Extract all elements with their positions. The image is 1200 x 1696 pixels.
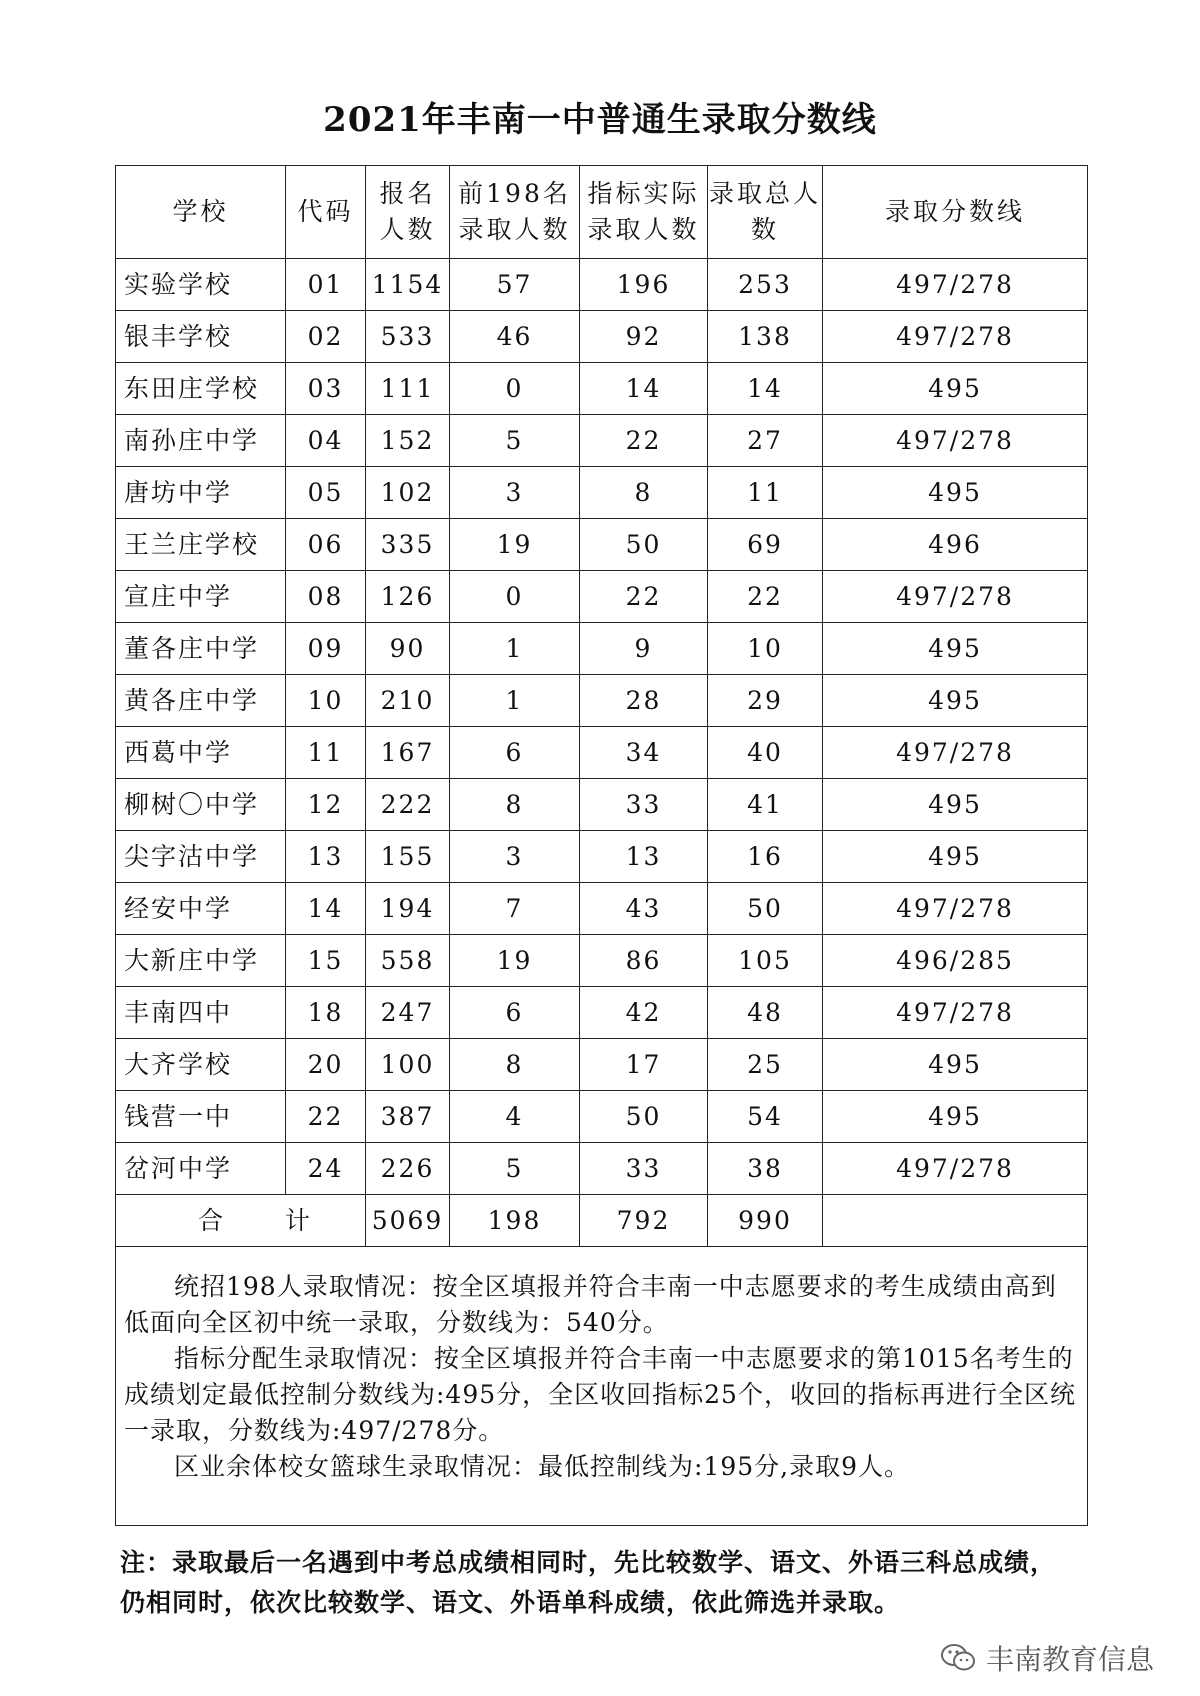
table-row — [116, 415, 1088, 467]
cell-school: 东田庄学校 — [116, 363, 286, 415]
cell-quota: 17 — [580, 1039, 708, 1091]
cell-code: 22 — [286, 1091, 366, 1143]
cell-total: 40 — [708, 727, 823, 779]
cell-school: 丰南四中 — [116, 987, 286, 1039]
cell-quota: 50 — [580, 519, 708, 571]
cell-quota: 43 — [580, 883, 708, 935]
cell-applicants: 247 — [366, 987, 450, 1039]
table-row — [116, 519, 1088, 571]
cell-total: 69 — [708, 519, 823, 571]
table-row — [116, 883, 1088, 935]
page-title: 2021年丰南一中普通生录取分数线 — [323, 100, 877, 140]
cell-school: 柳树〇中学 — [116, 779, 286, 831]
totals-label-right: 计 — [285, 1206, 311, 1235]
header-top198: 前198名录取人数 — [450, 166, 580, 259]
cell-total: 29 — [708, 675, 823, 727]
footnote: 注：录取最后一名遇到中考总成绩相同时，先比较数学、语文、外语三科总成绩，仍相同时，依次比较数学、语文、外语单科成绩，依此筛选并录取。 — [120, 1548, 1057, 1617]
cell-quota: 22 — [580, 571, 708, 623]
cell-quota: 86 — [580, 935, 708, 987]
table-row — [116, 623, 1088, 675]
totals-total: 990 — [708, 1195, 823, 1247]
table-row — [116, 311, 1088, 363]
cell-score-line: 497/278 — [823, 987, 1088, 1039]
cell-top198: 8 — [450, 1039, 580, 1091]
cell-code: 13 — [286, 831, 366, 883]
cell-quota: 33 — [580, 1143, 708, 1195]
cell-applicants: 155 — [366, 831, 450, 883]
cell-applicants: 1154 — [366, 259, 450, 311]
cell-total: 50 — [708, 883, 823, 935]
cell-quota: 50 — [580, 1091, 708, 1143]
table-row — [116, 363, 1088, 415]
table-body — [116, 259, 1088, 1195]
cell-applicants: 126 — [366, 571, 450, 623]
table-row — [116, 259, 1088, 311]
cell-school: 经安中学 — [116, 883, 286, 935]
cell-total: 41 — [708, 779, 823, 831]
note-quota-admission: 指标分配生录取情况：按全区填报并符合丰南一中志愿要求的第1015名考生的成绩划定最低控制分数线为:495分，全区收回指标25个，收回的指标再进行全区统一录取，分数线为:497/278分。 — [124, 1344, 1076, 1445]
cell-total: 22 — [708, 571, 823, 623]
cell-total: 16 — [708, 831, 823, 883]
cell-top198: 19 — [450, 935, 580, 987]
cell-code: 03 — [286, 363, 366, 415]
cell-school: 银丰学校 — [116, 311, 286, 363]
header-code: 代码 — [286, 166, 366, 259]
cell-applicants: 226 — [366, 1143, 450, 1195]
cell-applicants: 533 — [366, 311, 450, 363]
cell-school: 西葛中学 — [116, 727, 286, 779]
header-total: 录取总人数 — [708, 166, 823, 259]
cell-code: 14 — [286, 883, 366, 935]
cell-school: 大新庄中学 — [116, 935, 286, 987]
table-row — [116, 831, 1088, 883]
watermark-text: 丰南教育信息 — [986, 1643, 1155, 1676]
cell-top198: 0 — [450, 363, 580, 415]
table-row — [116, 1091, 1088, 1143]
watermark — [940, 1638, 1154, 1678]
cell-top198: 19 — [450, 519, 580, 571]
cell-top198: 5 — [450, 1143, 580, 1195]
cell-applicants: 194 — [366, 883, 450, 935]
header-quota: 指标实际录取人数 — [580, 166, 708, 259]
table-row — [116, 779, 1088, 831]
cell-score-line: 497/278 — [823, 883, 1088, 935]
table-row — [116, 467, 1088, 519]
totals-label-left: 合 — [198, 1206, 224, 1235]
cell-score-line: 495 — [823, 1091, 1088, 1143]
header-score-line: 录取分数线 — [823, 166, 1088, 259]
cell-applicants: 335 — [366, 519, 450, 571]
header-school: 学校 — [116, 166, 286, 259]
cell-applicants: 387 — [366, 1091, 450, 1143]
cell-top198: 5 — [450, 415, 580, 467]
cell-score-line: 496 — [823, 519, 1088, 571]
cell-school: 岔河中学 — [116, 1143, 286, 1195]
cell-code: 10 — [286, 675, 366, 727]
cell-applicants: 210 — [366, 675, 450, 727]
cell-score-line: 495 — [823, 831, 1088, 883]
cell-school: 董各庄中学 — [116, 623, 286, 675]
cell-school: 大齐学校 — [116, 1039, 286, 1091]
cell-score-line: 497/278 — [823, 415, 1088, 467]
header-applicants: 报名人数 — [366, 166, 450, 259]
cell-score-line: 496/285 — [823, 935, 1088, 987]
cell-quota: 33 — [580, 779, 708, 831]
cell-code: 12 — [286, 779, 366, 831]
cell-code: 24 — [286, 1143, 366, 1195]
cell-top198: 57 — [450, 259, 580, 311]
table-row — [116, 727, 1088, 779]
cell-code: 20 — [286, 1039, 366, 1091]
cell-score-line: 495 — [823, 363, 1088, 415]
cell-school: 南孙庄中学 — [116, 415, 286, 467]
cell-score-line: 497/278 — [823, 571, 1088, 623]
cell-score-line: 495 — [823, 675, 1088, 727]
cell-quota: 22 — [580, 415, 708, 467]
cell-score-line: 495 — [823, 779, 1088, 831]
cell-code: 05 — [286, 467, 366, 519]
cell-quota: 9 — [580, 623, 708, 675]
cell-top198: 1 — [450, 675, 580, 727]
cell-code: 06 — [286, 519, 366, 571]
cell-school: 唐坊中学 — [116, 467, 286, 519]
cell-quota: 8 — [580, 467, 708, 519]
note-unified-admission: 统招198人录取情况：按全区填报并符合丰南一中志愿要求的考生成绩由高到低面向全区初中统一录取，分数线为：540分。 — [124, 1272, 1057, 1337]
table-row — [116, 571, 1088, 623]
cell-top198: 46 — [450, 311, 580, 363]
cell-school: 王兰庄学校 — [116, 519, 286, 571]
cell-score-line: 497/278 — [823, 259, 1088, 311]
cell-score-line: 495 — [823, 467, 1088, 519]
cell-applicants: 100 — [366, 1039, 450, 1091]
note-sports-admission: 区业余体校女篮球生录取情况：最低控制线为:195分,录取9人。 — [174, 1452, 910, 1481]
cell-applicants: 222 — [366, 779, 450, 831]
cell-quota: 92 — [580, 311, 708, 363]
cell-score-line: 497/278 — [823, 727, 1088, 779]
cell-quota: 34 — [580, 727, 708, 779]
totals-top198: 198 — [450, 1195, 580, 1247]
cell-total: 253 — [708, 259, 823, 311]
cell-school: 尖字沽中学 — [116, 831, 286, 883]
cell-quota: 14 — [580, 363, 708, 415]
cell-quota: 28 — [580, 675, 708, 727]
cell-code: 18 — [286, 987, 366, 1039]
cell-total: 38 — [708, 1143, 823, 1195]
cell-top198: 6 — [450, 727, 580, 779]
cell-score-line: 497/278 — [823, 311, 1088, 363]
totals-applicants: 5069 — [366, 1195, 450, 1247]
cell-code: 02 — [286, 311, 366, 363]
table-row — [116, 935, 1088, 987]
cell-code: 08 — [286, 571, 366, 623]
cell-school: 实验学校 — [116, 259, 286, 311]
cell-code: 15 — [286, 935, 366, 987]
cell-applicants: 90 — [366, 623, 450, 675]
table-row — [116, 675, 1088, 727]
cell-score-line: 495 — [823, 1039, 1088, 1091]
cell-quota: 196 — [580, 259, 708, 311]
cell-total: 10 — [708, 623, 823, 675]
cell-top198: 3 — [450, 831, 580, 883]
cell-total: 14 — [708, 363, 823, 415]
totals-score-line — [823, 1195, 1088, 1247]
cell-school: 黄各庄中学 — [116, 675, 286, 727]
notes-cell — [116, 1247, 1088, 1526]
cell-top198: 0 — [450, 571, 580, 623]
cell-applicants: 167 — [366, 727, 450, 779]
cell-score-line: 495 — [823, 623, 1088, 675]
cell-applicants: 102 — [366, 467, 450, 519]
cell-quota: 13 — [580, 831, 708, 883]
cell-top198: 1 — [450, 623, 580, 675]
cell-top198: 8 — [450, 779, 580, 831]
cell-top198: 3 — [450, 467, 580, 519]
cell-total: 11 — [708, 467, 823, 519]
cell-applicants: 558 — [366, 935, 450, 987]
admission-score-table — [115, 165, 1088, 1526]
cell-total: 105 — [708, 935, 823, 987]
cell-total: 138 — [708, 311, 823, 363]
cell-code: 01 — [286, 259, 366, 311]
wechat-icon — [940, 1643, 976, 1673]
cell-total: 25 — [708, 1039, 823, 1091]
cell-quota: 42 — [580, 987, 708, 1039]
cell-top198: 4 — [450, 1091, 580, 1143]
cell-code: 11 — [286, 727, 366, 779]
cell-total: 27 — [708, 415, 823, 467]
notes-row — [116, 1247, 1088, 1526]
cell-code: 04 — [286, 415, 366, 467]
cell-top198: 7 — [450, 883, 580, 935]
table-header-row — [116, 166, 1088, 259]
cell-applicants: 111 — [366, 363, 450, 415]
totals-quota: 792 — [580, 1195, 708, 1247]
cell-score-line: 497/278 — [823, 1143, 1088, 1195]
cell-total: 54 — [708, 1091, 823, 1143]
table-row — [116, 1143, 1088, 1195]
cell-school: 钱营一中 — [116, 1091, 286, 1143]
totals-label — [116, 1195, 366, 1247]
cell-code: 09 — [286, 623, 366, 675]
table-row — [116, 1039, 1088, 1091]
totals-row — [116, 1195, 1088, 1247]
table-row — [116, 987, 1088, 1039]
cell-school: 宣庄中学 — [116, 571, 286, 623]
cell-applicants: 152 — [366, 415, 450, 467]
cell-total: 48 — [708, 987, 823, 1039]
cell-top198: 6 — [450, 987, 580, 1039]
